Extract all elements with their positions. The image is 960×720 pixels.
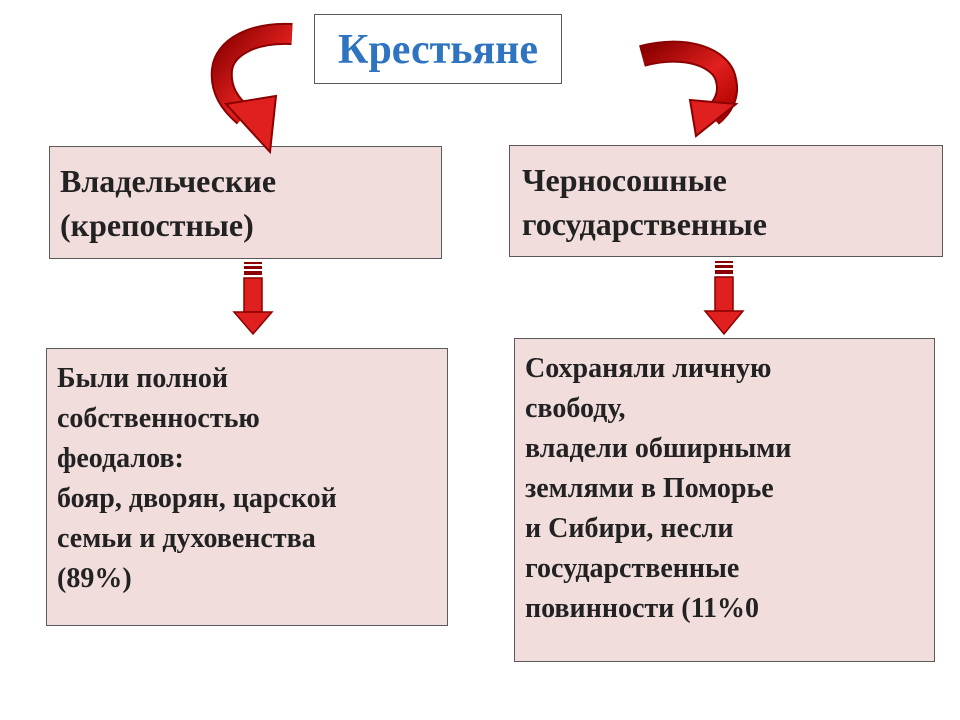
state-description-line-1: Сохраняли личную [525, 353, 772, 384]
owned-description-line-2: собственностью [57, 403, 260, 434]
right-curved-arrow-icon [642, 52, 736, 136]
state-description-line-3: владели обширными [525, 433, 792, 464]
state-category-line-2: государственные [522, 206, 767, 242]
owned-category-line-2: (крепостные) [60, 207, 254, 243]
right-down-arrow-icon [705, 261, 743, 334]
left-down-arrow-icon [234, 262, 272, 334]
owned-description-line-1: Были полной [57, 363, 228, 394]
owned-category-line-1: Владельческие [60, 163, 277, 199]
state-description-line-5: и Сибири, несли [525, 513, 734, 544]
state-description-line-4: землями в Поморье [525, 473, 774, 504]
state-description-line-2: свободу, [525, 393, 626, 424]
left-curved-arrow-icon [222, 34, 292, 152]
owned-description-line-5: семьи и духовенства [57, 523, 316, 554]
page-title: Крестьяне [337, 27, 538, 73]
owned-description-line-4: бояр, дворян, царской [57, 483, 337, 514]
state-category-line-1: Черносошные [522, 162, 727, 198]
owned-description-line-6: (89%) [57, 563, 132, 594]
state-description-line-6: государственные [525, 553, 740, 584]
owned-description-line-3: феодалов: [57, 443, 184, 474]
state-description-line-7: повинности (11%0 [525, 593, 760, 624]
